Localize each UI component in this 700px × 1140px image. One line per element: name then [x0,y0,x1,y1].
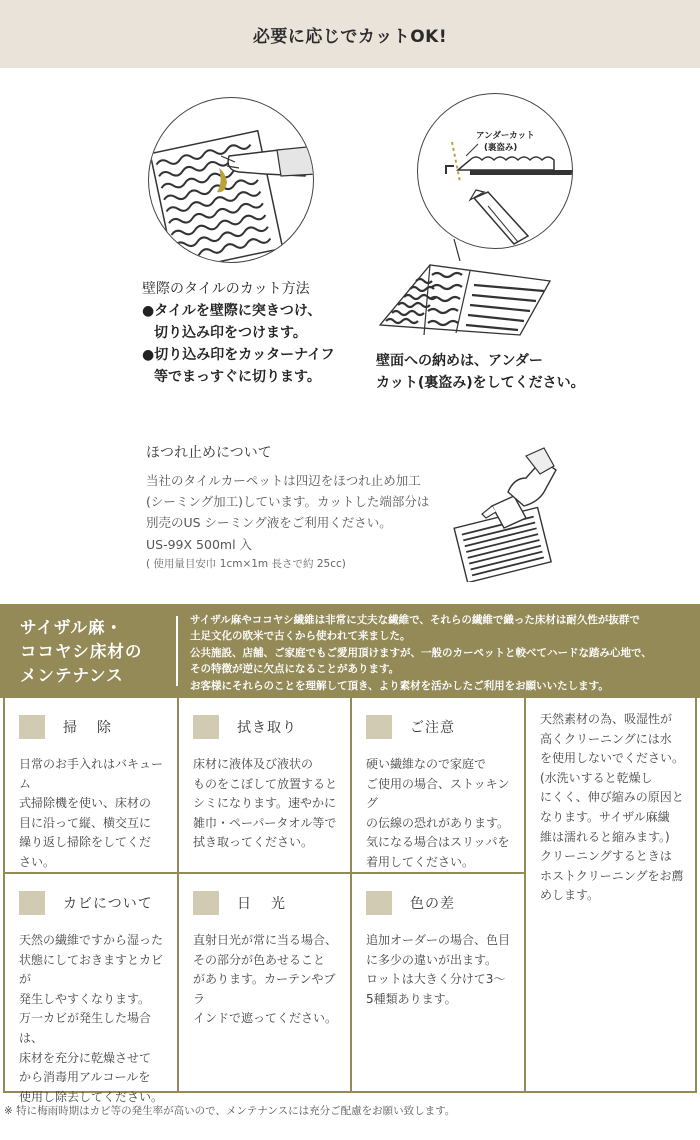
sunlight-line: インドで遮ってください。 [193,1011,338,1026]
mold-line: 使用し除去してください。 [19,1089,164,1104]
fray-product: US-99X 500ml 入 [146,537,253,552]
seaming-illustration [452,446,562,582]
sunlight-body [193,931,340,1029]
sunlight-title: 日 光 [237,896,288,912]
caution-line: の伝線の恐れがあります。 [366,815,510,830]
maintenance-title [0,604,176,698]
side-note-line: めします。 [540,888,600,903]
under-cut-line-1: 壁面への納めは、アンダー [376,353,543,369]
caution-title: ご注意 [410,720,455,736]
cell-wiping [179,698,350,872]
tile-corner-illustration [370,235,560,345]
top-banner [0,0,700,68]
mold-line: から消毒用アルコールを [19,1070,151,1085]
wiping-line: 床材に液体及び液状の [193,757,314,771]
side-note-line: なります。サイザル麻繊 [540,809,670,824]
under-cut-text [376,350,585,394]
mold-body [19,931,167,1107]
under-cut-label-2: (裏盗み) [484,143,518,153]
sunlight-line: その部分が色あせること [193,952,326,967]
cell-caution [352,698,524,872]
cell-color-head [366,891,524,915]
cut-method-bullet-1: ●タイルを壁際に突きつけ、 [142,303,322,319]
maintenance-desc-line-2: 土足文化の欧米で古くから使われて来ました。 [190,630,411,643]
maintenance-desc-line-5: お客様にそれらのことを理解して頂き、より素材を活かしたご利用をお願いいたします。 [190,679,609,692]
side-note-line: (水洗いすると乾燥し [540,770,653,785]
caution-line: 着用してください。 [366,854,475,869]
fray-stop-section [146,442,429,571]
cell-mold-head [19,891,177,915]
under-cut-drawing [418,94,573,249]
maintenance-description [178,604,700,698]
cell-wiping-head [193,715,350,739]
footnote: ※ 特に梅雨時期はカビ等の発生率が高いので、メンテナンスには充分ご配慮をお願い致します。 [4,1105,456,1117]
caution-swatch [366,715,392,739]
mold-title: カビについて [63,896,153,912]
wiping-body [193,755,340,853]
maintenance-desc-line-1: サイザル麻やココヤシ繊維は非常に丈夫な繊維で、それらの繊維で織った床材は耐久性が抜群で [190,614,640,626]
cell-caution-head [366,715,524,739]
mold-line: 発生しやすくなります。 [19,991,151,1006]
side-note-line: 天然素材の為、吸湿性が [540,712,673,726]
maintenance-grid [3,698,697,1104]
color-line: 5種類あります。 [366,991,457,1006]
cell-cleaning [5,698,177,872]
color-line: 追加オーダーの場合、色目 [366,933,511,947]
cut-method-bullet-2-cont: 等でまっすぐに切ります。 [154,369,321,385]
color-line: ロットは大きく分けて3～ [366,972,506,987]
wiping-line: シミになります。速やかに [193,796,337,811]
wiping-line: 拭き取ってください。 [193,835,314,850]
cut-mark-drawing [149,98,314,263]
wiping-swatch [193,715,219,739]
side-note-line: ホストクリーニングをお薦 [540,868,684,883]
wiping-title: 拭き取り [237,720,297,736]
sunlight-swatch [193,891,219,915]
cut-method-bullet-1-cont: 切り込み印をつけます。 [154,325,307,341]
cell-sunlight [179,874,350,1091]
cell-mold [5,874,177,1104]
side-note-line: 高くクリーニングには水 [540,731,672,746]
side-note-line: 維は濡れると縮みます。) [540,829,670,844]
side-note-line: クリーニングするときは [540,849,672,864]
cell-cleaning-note [526,698,695,1091]
color-swatch [366,891,392,915]
wiping-line: 雑巾・ペーパータオル等で [193,815,337,830]
caution-line: ご使用の場合、ストッキング [366,776,510,811]
color-body [366,931,514,1009]
cut-method-heading: 壁際のタイルのカット方法 [142,281,310,297]
side-note-line: にくく、伸び縮みの原因と [540,790,684,805]
color-line: に多少の違いが出ます。 [366,952,498,967]
maintenance-title-line-2: ココヤシ床材の [20,642,143,661]
cleaning-line: 繰り返し掃除をしてくだ [19,835,152,850]
fray-line-3: 別売のUS シーミング液をご利用ください。 [146,515,392,530]
caution-line: 気になる場合はスリッパを [366,835,510,850]
cleaning-line: 目に沿って縦、横交互に [19,815,152,830]
maintenance-header [0,604,700,698]
cut-method-bullet-2: ●切り込み印をカッターナイフ [142,347,335,363]
under-cut-illustration [417,93,573,249]
maintenance-title-line-1: サイザル麻・ [20,618,124,637]
mold-swatch [19,891,45,915]
side-note-line: を使用しないでください。 [540,751,685,766]
fray-title: ほつれ止めについて [146,445,272,461]
cleaning-line: 式掃除機を使い、床材の [19,796,152,811]
mold-line: 床材を充分に乾燥させて [19,1050,152,1065]
mold-line: 万一カビが発生した場合は、 [19,1011,152,1045]
cleaning-swatch [19,715,45,739]
maintenance-title-line-3: メンテナンス [20,666,124,685]
mold-line: 天然の繊維ですから湿った [19,933,164,947]
wiping-line: ものをこぼして放置すると [193,776,338,791]
side-note-body [540,710,685,906]
maintenance-desc-line-3: 公共施設、店舗、ご家庭でもご愛用頂けますが、一般のカーペットと較べてハードな踏み心地で、 [190,646,652,659]
caution-body [366,755,514,873]
cell-cleaning-head [19,715,177,739]
under-cut-line-2: カット(裏盗み)をしてください。 [376,375,585,391]
cleaning-line: さい。 [19,854,56,869]
color-title: 色の差 [410,896,455,912]
caution-line: 硬い繊維なので家庭で [366,757,487,771]
cell-color-difference [352,874,524,1091]
under-cut-label-1: アンダーカット [476,131,535,141]
cell-sunlight-head [193,891,350,915]
fray-usage: ( 使用量目安巾 1cm×1m 長さで約 25cc) [146,558,346,570]
sunlight-line: があります。カーテンやブラ [193,972,336,1006]
fray-line-1: 当社のタイルカーペットは四辺をほつれ止め加工 [146,473,421,488]
cleaning-line: 日常のお手入れはバキューム [19,757,164,791]
sunlight-line: 直射日光が常に当る場合、 [193,933,338,947]
mold-line: 状態にしておきますとカビが [19,952,164,987]
cut-method-text [142,278,335,388]
fray-line-2: (シーミング加工)しています。カットした端部分は [146,494,430,509]
cut-mark-illustration [148,97,314,263]
maintenance-desc-line-4: その特徴が逆に欠点になることがあります。 [190,663,400,676]
cleaning-title: 掃 除 [63,720,114,736]
banner-title: 必要に応じでカットOK! [252,26,448,47]
cleaning-body [19,755,167,873]
